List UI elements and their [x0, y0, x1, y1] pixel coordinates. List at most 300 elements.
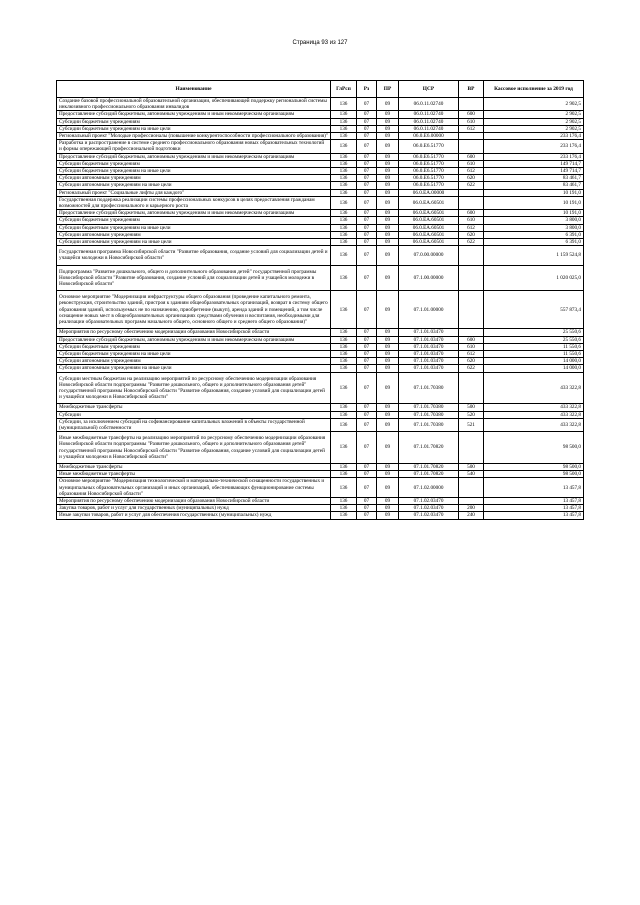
cell-vr	[459, 432, 484, 464]
cell-pr: 09	[377, 343, 399, 350]
cell-vr: 610	[459, 217, 484, 224]
cell-pr: 09	[377, 350, 399, 357]
table-row	[57, 98, 584, 111]
cell-pr: 09	[377, 478, 399, 498]
cell-grp: 136	[331, 217, 357, 224]
cell-grp: 136	[331, 133, 357, 140]
cell-name: Региональный проект "Социальные лифты для каждого"	[57, 189, 331, 196]
cell-pr: 09	[377, 182, 399, 189]
cell-vr: 612	[459, 350, 484, 357]
cell-rz: 07	[357, 118, 377, 125]
cell-name: Субсидии бюджетным учреждениям	[57, 118, 331, 125]
table-row	[57, 478, 584, 498]
cell-name: Субсидии бюджетным учреждениям на иные цели	[57, 350, 331, 357]
cell-grp: 136	[331, 168, 357, 175]
cell-pr: 09	[377, 291, 399, 329]
cell-rz: 07	[357, 505, 377, 512]
table-row	[57, 210, 584, 217]
cell-grp: 136	[331, 463, 357, 470]
cell-rz: 07	[357, 365, 377, 372]
cell-grp: 136	[331, 265, 357, 291]
cell-sum: 2 902,5	[484, 125, 584, 132]
table-row	[57, 111, 584, 118]
table-row	[57, 404, 584, 411]
cell-pr: 09	[377, 98, 399, 111]
cell-name: Подпрограмма "Развитие дошкольного, общего и дополнительного образования детей" государственной программы Новосибирской области "Развитие образования, создание условий для социализации детей и учащейся молодежи в Новосибирской области"	[57, 265, 331, 291]
cell-pr: 09	[377, 365, 399, 372]
cell-rz: 07	[357, 350, 377, 357]
cell-vr: 622	[459, 365, 484, 372]
cell-sum: 25 550,6	[484, 329, 584, 336]
cell-vr: 612	[459, 125, 484, 132]
cell-sum: 2 902,5	[484, 118, 584, 125]
cell-grp: 136	[331, 246, 357, 265]
cell-rz: 07	[357, 196, 377, 209]
cell-rz: 07	[357, 497, 377, 504]
header-grp: ГлРсп	[331, 81, 357, 98]
table-row	[57, 411, 584, 418]
cell-rz: 07	[357, 153, 377, 160]
cell-sum: 14 000,0	[484, 365, 584, 372]
cell-csr: 07.1.02.00000	[399, 478, 459, 498]
cell-pr: 09	[377, 210, 399, 217]
cell-grp: 136	[331, 336, 357, 343]
cell-name: Субсидии автономным учреждениям на иные цели	[57, 239, 331, 246]
cell-name: Межбюджетные трансферты	[57, 463, 331, 470]
cell-rz: 07	[357, 291, 377, 329]
cell-grp: 136	[331, 224, 357, 231]
table-row	[57, 196, 584, 209]
cell-name: Субсидии автономным учреждениям	[57, 358, 331, 365]
cell-grp: 136	[331, 365, 357, 372]
cell-sum: 433 322,8	[484, 372, 584, 404]
cell-sum: 10 191,0	[484, 196, 584, 209]
cell-name: Субсидии бюджетным учреждениям на иные цели	[57, 224, 331, 231]
cell-pr: 09	[377, 497, 399, 504]
cell-csr: 06.0.EA.60501	[399, 224, 459, 231]
cell-grp: 136	[331, 411, 357, 418]
cell-csr: 07.1.01.70820	[399, 471, 459, 478]
cell-rz: 07	[357, 404, 377, 411]
cell-name: Субсидии автономным учреждениям	[57, 175, 331, 182]
cell-grp: 136	[331, 160, 357, 167]
cell-csr: 07.1.01.70820	[399, 463, 459, 470]
cell-rz: 07	[357, 432, 377, 464]
cell-sum: 10 191,0	[484, 210, 584, 217]
table-row	[57, 175, 584, 182]
page-number-header: Страница 93 из 127	[292, 40, 348, 46]
cell-csr: 07.1.02.03470	[399, 497, 459, 504]
cell-csr: 07.1.01.00000	[399, 291, 459, 329]
cell-csr: 06.0.11.02740	[399, 118, 459, 125]
cell-vr	[459, 98, 484, 111]
cell-csr: 07.1.01.03470	[399, 336, 459, 343]
table-row	[57, 265, 584, 291]
cell-sum: 13 457,8	[484, 512, 584, 519]
cell-sum: 233 176,4	[484, 133, 584, 140]
cell-sum: 83 461,7	[484, 182, 584, 189]
cell-grp: 136	[331, 182, 357, 189]
cell-rz: 07	[357, 160, 377, 167]
cell-rz: 07	[357, 224, 377, 231]
cell-sum: 98 500,0	[484, 463, 584, 470]
cell-vr: 600	[459, 336, 484, 343]
cell-sum: 83 461,7	[484, 175, 584, 182]
cell-csr: 06.0.E6.51770	[399, 140, 459, 153]
cell-vr: 620	[459, 358, 484, 365]
cell-pr: 09	[377, 133, 399, 140]
cell-sum: 149 714,7	[484, 160, 584, 167]
cell-vr: 200	[459, 505, 484, 512]
cell-csr: 07.1.01.03470	[399, 358, 459, 365]
cell-name: Предоставление субсидий бюджетным, автономным учреждениям и иным некоммерческим организациям	[57, 111, 331, 118]
cell-rz: 07	[357, 418, 377, 431]
cell-name: Предоставление субсидий бюджетным, автономным учреждениям и иным некоммерческим организациям	[57, 336, 331, 343]
cell-sum: 1 020 025,0	[484, 265, 584, 291]
cell-pr: 09	[377, 239, 399, 246]
cell-pr: 09	[377, 336, 399, 343]
cell-sum: 2 902,5	[484, 98, 584, 111]
cell-grp: 136	[331, 98, 357, 111]
cell-name: Иные межбюджетные трансферты	[57, 471, 331, 478]
cell-vr: 622	[459, 239, 484, 246]
cell-csr: 06.0.EA.60501	[399, 231, 459, 238]
cell-name: Государственная поддержка реализации системы профессиональных конкурсов в целях предоставления гражданам возможностей для профессионального и карьерного роста	[57, 196, 331, 209]
cell-vr	[459, 478, 484, 498]
budget-execution-table	[56, 80, 584, 520]
cell-vr: 620	[459, 175, 484, 182]
cell-name: Предоставление субсидий бюджетным, автономным учреждениям и иным некоммерческим организациям	[57, 153, 331, 160]
table-row	[57, 350, 584, 357]
cell-rz: 07	[357, 512, 377, 519]
cell-grp: 136	[331, 350, 357, 357]
cell-rz: 07	[357, 471, 377, 478]
cell-pr: 09	[377, 175, 399, 182]
cell-csr: 07.0.00.00000	[399, 246, 459, 265]
cell-grp: 136	[331, 471, 357, 478]
cell-vr: 612	[459, 168, 484, 175]
cell-pr: 09	[377, 418, 399, 431]
cell-sum: 6 391,0	[484, 239, 584, 246]
cell-pr: 09	[377, 196, 399, 209]
cell-vr: 620	[459, 231, 484, 238]
cell-sum: 433 322,8	[484, 411, 584, 418]
cell-pr: 09	[377, 463, 399, 470]
cell-grp: 136	[331, 118, 357, 125]
table-row	[57, 246, 584, 265]
cell-pr: 09	[377, 411, 399, 418]
cell-rz: 07	[357, 175, 377, 182]
cell-rz: 07	[357, 125, 377, 132]
cell-grp: 136	[331, 478, 357, 498]
cell-grp: 136	[331, 140, 357, 153]
cell-rz: 07	[357, 133, 377, 140]
cell-sum: 233 176,4	[484, 153, 584, 160]
cell-sum: 433 322,8	[484, 404, 584, 411]
cell-name: Мероприятия по ресурсному обеспечению модернизации образования Новосибирской области	[57, 497, 331, 504]
cell-csr: 06.0.EA.60501	[399, 217, 459, 224]
cell-name: Разработка и распространение в системе среднего профессионального образования новых образовательных технологий и формы опережающей профессиональной подготовки	[57, 140, 331, 153]
cell-sum: 1 159 524,8	[484, 246, 584, 265]
table-row	[57, 372, 584, 404]
cell-rz: 07	[357, 182, 377, 189]
cell-grp: 136	[331, 175, 357, 182]
cell-rz: 07	[357, 168, 377, 175]
cell-grp: 136	[331, 372, 357, 404]
cell-rz: 07	[357, 265, 377, 291]
cell-rz: 07	[357, 343, 377, 350]
cell-sum: 13 457,8	[484, 478, 584, 498]
cell-csr: 06.0.E6.51770	[399, 175, 459, 182]
cell-vr: 520	[459, 411, 484, 418]
table-row	[57, 336, 584, 343]
cell-vr	[459, 133, 484, 140]
table-row	[57, 358, 584, 365]
cell-csr: 07.1.01.70380	[399, 411, 459, 418]
cell-csr: 06.0.11.02740	[399, 98, 459, 111]
cell-name: Субсидии автономным учреждениям на иные цели	[57, 182, 331, 189]
cell-vr	[459, 196, 484, 209]
cell-csr: 06.0.EA.00000	[399, 189, 459, 196]
cell-rz: 07	[357, 231, 377, 238]
table-row	[57, 291, 584, 329]
cell-csr: 06.0.EA.60501	[399, 239, 459, 246]
cell-csr: 07.1.01.70380	[399, 418, 459, 431]
cell-name: Иные закупки товаров, работ и услуг для обеспечения государственных (муниципальных) нужд	[57, 512, 331, 519]
table-row	[57, 140, 584, 153]
cell-grp: 136	[331, 358, 357, 365]
header-vr: ВР	[459, 81, 484, 98]
cell-grp: 136	[331, 231, 357, 238]
cell-pr: 09	[377, 118, 399, 125]
cell-vr: 540	[459, 471, 484, 478]
cell-grp: 136	[331, 239, 357, 246]
cell-csr: 07.1.01.03470	[399, 343, 459, 350]
cell-csr: 06.0.E6.51770	[399, 168, 459, 175]
table-row	[57, 160, 584, 167]
cell-pr: 09	[377, 358, 399, 365]
cell-sum: 13 457,8	[484, 505, 584, 512]
cell-rz: 07	[357, 358, 377, 365]
cell-pr: 09	[377, 246, 399, 265]
cell-pr: 09	[377, 189, 399, 196]
cell-vr: 600	[459, 153, 484, 160]
table-row	[57, 343, 584, 350]
cell-vr: 622	[459, 182, 484, 189]
table-row	[57, 239, 584, 246]
cell-name: Субсидии местным бюджетам на реализацию мероприятий по ресурсному обеспечению модернизации образования Новосибирской области подпрограммы "Развитие дошкольного, общего и дополнительного образования детей" государственной программы Новосибирской области "Развитие образования, создание условий для социализации детей и учащейся молодежи в Новосибирской области"	[57, 372, 331, 404]
cell-pr: 09	[377, 111, 399, 118]
table-row	[57, 497, 584, 504]
cell-pr: 09	[377, 140, 399, 153]
cell-csr: 06.0.11.02740	[399, 125, 459, 132]
cell-csr: 07.1.00.00000	[399, 265, 459, 291]
cell-pr: 09	[377, 329, 399, 336]
cell-pr: 09	[377, 505, 399, 512]
cell-name: Субсидии	[57, 411, 331, 418]
table-body	[57, 98, 584, 520]
cell-grp: 136	[331, 291, 357, 329]
cell-name: Региональный проект "Молодые профессионалы (повышение конкурентоспособности профессионального образования)"	[57, 133, 331, 140]
cell-vr	[459, 189, 484, 196]
cell-grp: 136	[331, 404, 357, 411]
header-name: Наименование	[57, 81, 331, 98]
cell-vr	[459, 497, 484, 504]
cell-name: Закупка товаров, работ и услуг для государственных (муниципальных) нужд	[57, 505, 331, 512]
cell-vr: 610	[459, 160, 484, 167]
cell-csr: 07.1.01.03470	[399, 365, 459, 372]
cell-csr: 07.1.01.03470	[399, 350, 459, 357]
table-row	[57, 471, 584, 478]
cell-grp: 136	[331, 505, 357, 512]
cell-csr: 06.0.EA.60501	[399, 196, 459, 209]
cell-sum: 433 322,8	[484, 418, 584, 431]
cell-csr: 07.1.01.70380	[399, 372, 459, 404]
cell-csr: 06.0.E6.51770	[399, 182, 459, 189]
cell-rz: 07	[357, 246, 377, 265]
cell-name: Межбюджетные трансферты	[57, 404, 331, 411]
table-row	[57, 418, 584, 431]
cell-grp: 136	[331, 111, 357, 118]
table-row	[57, 365, 584, 372]
cell-csr: 06.0.11.02740	[399, 111, 459, 118]
cell-vr: 610	[459, 118, 484, 125]
cell-name: Основное мероприятие "Модернизация технологической и материально-технической оснащенности государственных и муниципальных образовательных организаций и иных организаций, обеспечивающих функционирование системы образования Новосибирской области"	[57, 478, 331, 498]
cell-rz: 07	[357, 111, 377, 118]
cell-pr: 09	[377, 432, 399, 464]
cell-vr: 600	[459, 210, 484, 217]
cell-csr: 06.0.E6.00000	[399, 133, 459, 140]
cell-csr: 06.0.E6.51770	[399, 160, 459, 167]
cell-name: Субсидии бюджетным учреждениям на иные цели	[57, 125, 331, 132]
table-header-row	[57, 81, 584, 98]
cell-vr: 500	[459, 463, 484, 470]
cell-vr	[459, 291, 484, 329]
cell-csr: 06.0.EA.60501	[399, 210, 459, 217]
cell-pr: 09	[377, 125, 399, 132]
cell-csr: 07.1.01.70380	[399, 404, 459, 411]
table-row	[57, 125, 584, 132]
cell-grp: 136	[331, 418, 357, 431]
cell-csr: 07.1.02.03470	[399, 512, 459, 519]
cell-pr: 09	[377, 153, 399, 160]
cell-pr: 09	[377, 217, 399, 224]
table-row	[57, 512, 584, 519]
cell-grp: 136	[331, 329, 357, 336]
cell-name: Предоставление субсидий бюджетным, автономным учреждениям и иным некоммерческим организациям	[57, 210, 331, 217]
header-csr: ЦСР	[399, 81, 459, 98]
cell-rz: 07	[357, 411, 377, 418]
cell-csr: 07.1.01.03470	[399, 329, 459, 336]
cell-sum: 557 873,4	[484, 291, 584, 329]
cell-sum: 14 000,0	[484, 358, 584, 365]
cell-grp: 136	[331, 125, 357, 132]
cell-vr	[459, 140, 484, 153]
cell-sum: 2 902,5	[484, 111, 584, 118]
cell-pr: 09	[377, 168, 399, 175]
cell-vr: 500	[459, 404, 484, 411]
cell-name: Субсидии, за исключением субсидий на софинансирование капитальных вложений в объекты государственной (муниципальной) собственности	[57, 418, 331, 431]
cell-grp: 136	[331, 497, 357, 504]
cell-grp: 136	[331, 343, 357, 350]
cell-pr: 09	[377, 160, 399, 167]
cell-sum: 149 714,7	[484, 168, 584, 175]
cell-sum: 11 550,6	[484, 350, 584, 357]
cell-rz: 07	[357, 210, 377, 217]
cell-name: Создание базовой профессиональной образовательной организации, обеспечивающей поддержку региональной системы инклюзивного профессионального образования инвалидов	[57, 98, 331, 111]
cell-pr: 09	[377, 265, 399, 291]
cell-grp: 136	[331, 512, 357, 519]
cell-rz: 07	[357, 372, 377, 404]
header-pr: ПР	[377, 81, 399, 98]
cell-pr: 09	[377, 471, 399, 478]
table-row	[57, 168, 584, 175]
cell-name: Основное мероприятие "Модернизация инфраструктуры общего образования (проведение капитального ремонта, реконструкция, строительство зданий, пристроя к зданиям общеобразовательных организаций, возврат в систему общего образования зданий, используемых не по назначению, приобретение (выкуп), аренда зданий и помещений, а том числе оснащение новых мест в общеобразовательных организациях средствами обучения и воспитания, необходимыми для реализации образовательных программ начального общего, основного общего и среднего общего образования)"	[57, 291, 331, 329]
cell-rz: 07	[357, 463, 377, 470]
cell-rz: 07	[357, 239, 377, 246]
cell-rz: 07	[357, 98, 377, 111]
cell-pr: 09	[377, 372, 399, 404]
table-row	[57, 189, 584, 196]
cell-vr	[459, 246, 484, 265]
cell-sum: 13 457,8	[484, 497, 584, 504]
cell-vr	[459, 265, 484, 291]
cell-name: Субсидии бюджетным учреждениям	[57, 217, 331, 224]
cell-name: Субсидии автономным учреждениям на иные цели	[57, 365, 331, 372]
header-rz: Рз	[357, 81, 377, 98]
cell-vr: 521	[459, 418, 484, 431]
cell-sum: 6 391,0	[484, 231, 584, 238]
header-sum: Кассовое исполнение за 2019 год	[484, 81, 584, 98]
table-row	[57, 118, 584, 125]
cell-name: Субсидии автономным учреждениям	[57, 231, 331, 238]
cell-csr: 07.1.02.03470	[399, 505, 459, 512]
cell-rz: 07	[357, 329, 377, 336]
cell-name: Субсидии бюджетным учреждениям на иные цели	[57, 168, 331, 175]
table-row	[57, 153, 584, 160]
cell-vr: 612	[459, 224, 484, 231]
table-row	[57, 505, 584, 512]
cell-sum: 25 550,6	[484, 336, 584, 343]
table-row	[57, 182, 584, 189]
cell-name: Субсидии бюджетным учреждениям	[57, 160, 331, 167]
cell-sum: 3 800,0	[484, 224, 584, 231]
cell-vr	[459, 372, 484, 404]
table-row	[57, 224, 584, 231]
cell-grp: 136	[331, 189, 357, 196]
table-row	[57, 463, 584, 470]
table-row	[57, 329, 584, 336]
cell-pr: 09	[377, 231, 399, 238]
cell-vr: 240	[459, 512, 484, 519]
cell-pr: 09	[377, 512, 399, 519]
cell-sum: 10 191,0	[484, 189, 584, 196]
cell-rz: 07	[357, 189, 377, 196]
cell-sum: 98 500,0	[484, 432, 584, 464]
cell-sum: 233 176,4	[484, 140, 584, 153]
cell-name: Мероприятия по ресурсному обеспечению модернизации образования Новосибирской области	[57, 329, 331, 336]
cell-csr: 06.0.E6.51770	[399, 153, 459, 160]
cell-rz: 07	[357, 217, 377, 224]
cell-rz: 07	[357, 140, 377, 153]
table-row	[57, 217, 584, 224]
cell-grp: 136	[331, 210, 357, 217]
cell-name: Государственная программа Новосибирской области "Развитие образования, создание условий для социализации детей и учащейся молодежи в Новосибирской области"	[57, 246, 331, 265]
cell-rz: 07	[357, 478, 377, 498]
table-row	[57, 231, 584, 238]
cell-vr: 610	[459, 343, 484, 350]
cell-pr: 09	[377, 224, 399, 231]
